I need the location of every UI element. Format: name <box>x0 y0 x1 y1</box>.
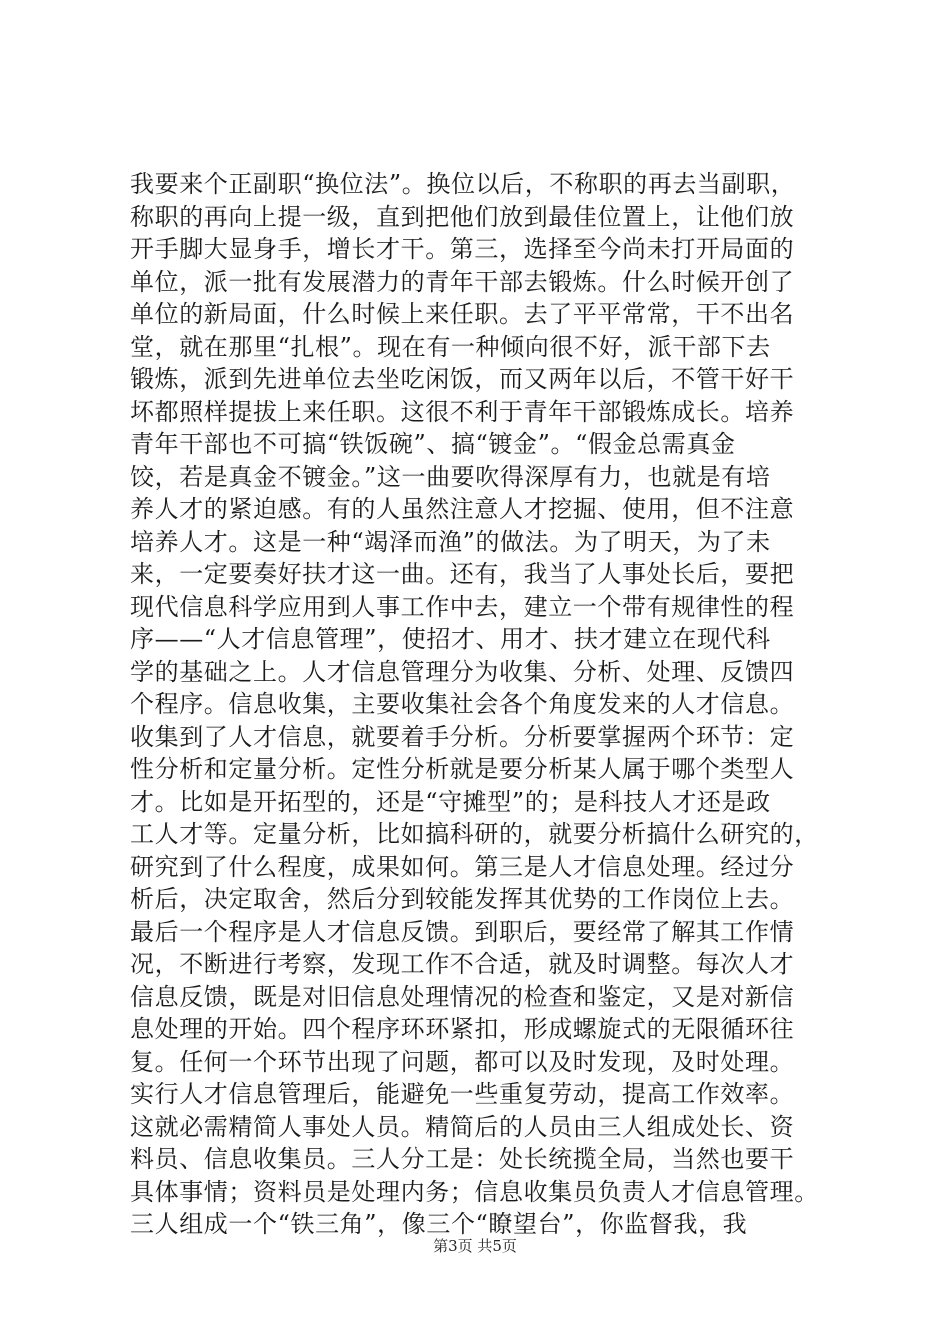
text-line: 单位的新局面，什么时候上来任职。去了平平常常，干不出名 <box>130 300 795 328</box>
text-line: 现代信息科学应用到人事工作中去，建立一个带有规律性的程 <box>130 592 795 621</box>
text-line: 称职的再向上提一级，直到把他们放到最佳位置上，让他们放 <box>130 202 795 231</box>
text-line: 信息反馈，既是对旧信息处理情况的检查和鉴定，又是对新信 <box>130 982 795 1011</box>
body-text <box>130 168 830 1241</box>
page-number: 第3页 共5页 <box>433 1237 517 1255</box>
text-line: 料员、信息收集员。三人分工是：处长统揽全局，当然也要干 <box>130 1145 795 1173</box>
text-line: 青年干部也不可搞“铁饭碗”、搞“镀金”。“假金总需真金 <box>130 430 736 458</box>
text-line: 收集到了人才信息，就要着手分析。分析要掌握两个环节：定 <box>130 722 795 751</box>
text-line: 序——“人才信息管理”，使招才、用才、扶才建立在现代科 <box>130 625 771 653</box>
text-line: 堂，就在那里“扎根”。现在有一种倾向很不好，派干部下去 <box>130 332 771 361</box>
text-line: 才。比如是开拓型的，还是“守摊型”的；是科技人才还是政 <box>130 787 771 816</box>
text-line: 研究到了什么程度，成果如何。第三是人才信息处理。经过分 <box>130 852 795 881</box>
text-line: 学的基础之上。人才信息管理分为收集、分析、处理、反馈四 <box>130 657 795 686</box>
text-line: 饺，若是真金不镀金。”这一曲要吹得深厚有力，也就是有培 <box>130 462 771 491</box>
text-line: 况，不断进行考察，发现工作不合适，就及时调整。每次人才 <box>130 950 795 978</box>
text-line: 最后一个程序是人才信息反馈。到职后，要经常了解其工作情 <box>130 917 795 946</box>
text-line: 个程序。信息收集，主要收集社会各个角度发来的人才信息。 <box>130 690 795 718</box>
text-line: 锻炼，派到先进单位去坐吃闲饭，而又两年以后，不管干好干 <box>130 365 795 393</box>
text-line: 性分析和定量分析。定性分析就是要分析某人属于哪个类型人 <box>130 755 795 783</box>
text-line: 工人才等。定量分析，比如搞科研的，就要分析搞什么研究的， <box>130 820 819 848</box>
text-line: 开手脚大显身手，增长才干。第三，选择至今尚未打开局面的 <box>130 235 795 263</box>
text-line: 具体事情；资料员是处理内务；信息收集员负责人才信息管理。 <box>130 1177 819 1206</box>
text-line: 析后，决定取舍，然后分到较能发挥其优势的工作岗位上去。 <box>130 885 795 913</box>
text-line: 复。任何一个环节出现了问题，都可以及时发现，及时处理。 <box>130 1047 795 1076</box>
text-line: 来，一定要奏好扶才这一曲。还有，我当了人事处长后，要把 <box>130 560 795 588</box>
text-line: 培养人才。这是一种“竭泽而渔”的做法。为了明天，为了未 <box>130 527 771 556</box>
text-line: 单位，派一批有发展潜力的青年干部去锻炼。什么时候开创了 <box>130 267 795 296</box>
text-line: 实行人才信息管理后，能避免一些重复劳动，提高工作效率。 <box>130 1080 795 1108</box>
text-line: 这就必需精简人事处人员。精简后的人员由三人组成处长、资 <box>130 1112 795 1141</box>
text-line: 养人才的紧迫感。有的人虽然注意人才挖掘、使用，但不注意 <box>130 495 795 523</box>
text-line: 三人组成一个“铁三角”，像三个“瞭望台”，你监督我，我 <box>130 1210 748 1238</box>
text-line: 息处理的开始。四个程序环环紧扣，形成螺旋式的无限循环往 <box>130 1015 795 1043</box>
page-footer <box>0 1236 950 1256</box>
text-line: 坏都照样提拔上来任职。这很不利于青年干部锻炼成长。培养 <box>130 397 795 426</box>
text-line: 我要来个正副职“换位法”。换位以后，不称职的再去当副职， <box>130 170 796 198</box>
